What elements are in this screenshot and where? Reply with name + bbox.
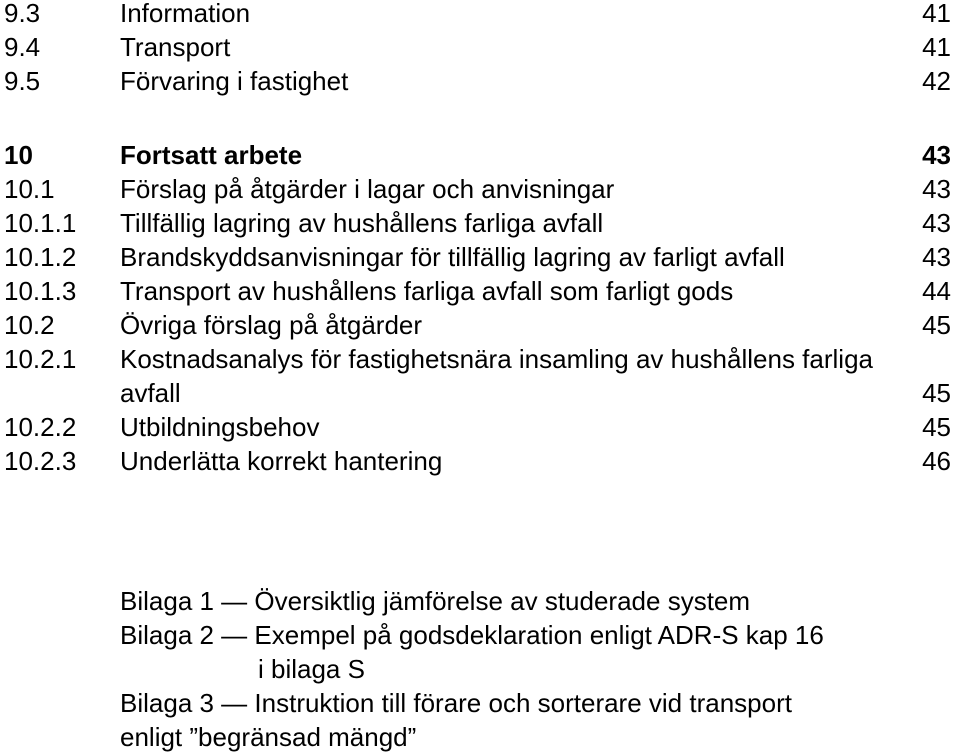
appendix-line: Bilaga 2 — Exempel på godsdeklaration enligt ADR-S kap 16 bbox=[120, 620, 824, 650]
toc-entry[interactable] bbox=[0, 240, 959, 274]
appendix-item[interactable] bbox=[120, 618, 950, 686]
toc-entry-title: Transport av hushållens farliga avfall som farligt gods bbox=[120, 276, 734, 306]
toc-entry-number: 10.1.3 bbox=[4, 276, 77, 306]
appendix-list bbox=[120, 584, 950, 754]
toc-entry-page: 45 bbox=[922, 378, 951, 408]
toc-entry-page: 41 bbox=[922, 32, 951, 62]
toc-entry-number: 10.1.2 bbox=[4, 242, 77, 272]
toc-entry-page: 43 bbox=[922, 208, 951, 238]
toc-entry-number: 10.1.1 bbox=[4, 208, 77, 238]
appendix-line: enligt ”begränsad mängd” bbox=[120, 722, 417, 752]
toc-entry-title: Tillfällig lagring av hushållens farliga avfall bbox=[120, 208, 604, 238]
toc-entry-page: 41 bbox=[922, 0, 951, 28]
toc-entry[interactable] bbox=[0, 30, 959, 64]
toc-entry-page: 45 bbox=[922, 310, 951, 340]
toc-entry-title: Transport bbox=[120, 32, 231, 62]
toc-entry-page: 43 bbox=[922, 140, 951, 170]
toc-entry-title: Kostnadsanalys för fastighetsnära insamling av hushållens farliga avfall bbox=[120, 344, 873, 408]
toc-entry-page: 43 bbox=[922, 242, 951, 272]
toc-entry-number: 10.2.1 bbox=[4, 344, 77, 374]
toc-entry-title: Förvaring i fastighet bbox=[120, 66, 349, 96]
toc-entry[interactable] bbox=[0, 172, 959, 206]
appendix-line: Bilaga 3 — Instruktion till förare och sorterare vid transport bbox=[120, 688, 792, 718]
toc-entry-page: 44 bbox=[922, 276, 951, 306]
toc-entry-title: Information bbox=[120, 0, 251, 28]
appendix-line: i bilaga S bbox=[258, 654, 365, 684]
toc-entry-page: 46 bbox=[922, 446, 951, 476]
toc-entry-number: 9.3 bbox=[4, 0, 41, 28]
appendix-line: Bilaga 1 — Översiktlig jämförelse av studerade system bbox=[120, 586, 751, 616]
toc-entry-number: 9.5 bbox=[4, 66, 41, 96]
toc-entry[interactable] bbox=[0, 342, 959, 410]
toc-entry-number: 10 bbox=[4, 140, 33, 170]
toc-entry-title: Fortsatt arbete bbox=[120, 140, 303, 170]
toc-entry-title: Brandskyddsanvisningar för tillfällig lagring av farligt avfall bbox=[120, 242, 785, 272]
toc-entry-number: 10.1 bbox=[4, 174, 55, 204]
toc-entry-title: Underlätta korrekt hantering bbox=[120, 446, 443, 476]
toc-entry-number: 10.2.3 bbox=[4, 446, 77, 476]
toc-entry[interactable] bbox=[0, 274, 959, 308]
appendix-item[interactable] bbox=[120, 686, 950, 754]
toc-entry[interactable] bbox=[0, 206, 959, 240]
toc-entry-page: 43 bbox=[922, 174, 951, 204]
toc-entry[interactable] bbox=[0, 444, 959, 478]
toc-entry-title: Utbildningsbehov bbox=[120, 412, 320, 442]
toc-entry-title: Förslag på åtgärder i lagar och anvisningar bbox=[120, 174, 615, 204]
toc-entry-number: 9.4 bbox=[4, 32, 41, 62]
toc-entry[interactable] bbox=[0, 0, 959, 30]
toc-chapter-heading[interactable] bbox=[0, 138, 959, 172]
toc-entry-title: Övriga förslag på åtgärder bbox=[120, 310, 423, 340]
toc-entry-number: 10.2.2 bbox=[4, 412, 77, 442]
toc-entry-page: 42 bbox=[922, 66, 951, 96]
toc-entry-number: 10.2 bbox=[4, 310, 55, 340]
toc-entry[interactable] bbox=[0, 308, 959, 342]
appendix-item[interactable] bbox=[120, 584, 950, 618]
toc-entry[interactable] bbox=[0, 410, 959, 444]
toc-entry-page: 45 bbox=[922, 412, 951, 442]
toc-entry[interactable] bbox=[0, 64, 959, 98]
